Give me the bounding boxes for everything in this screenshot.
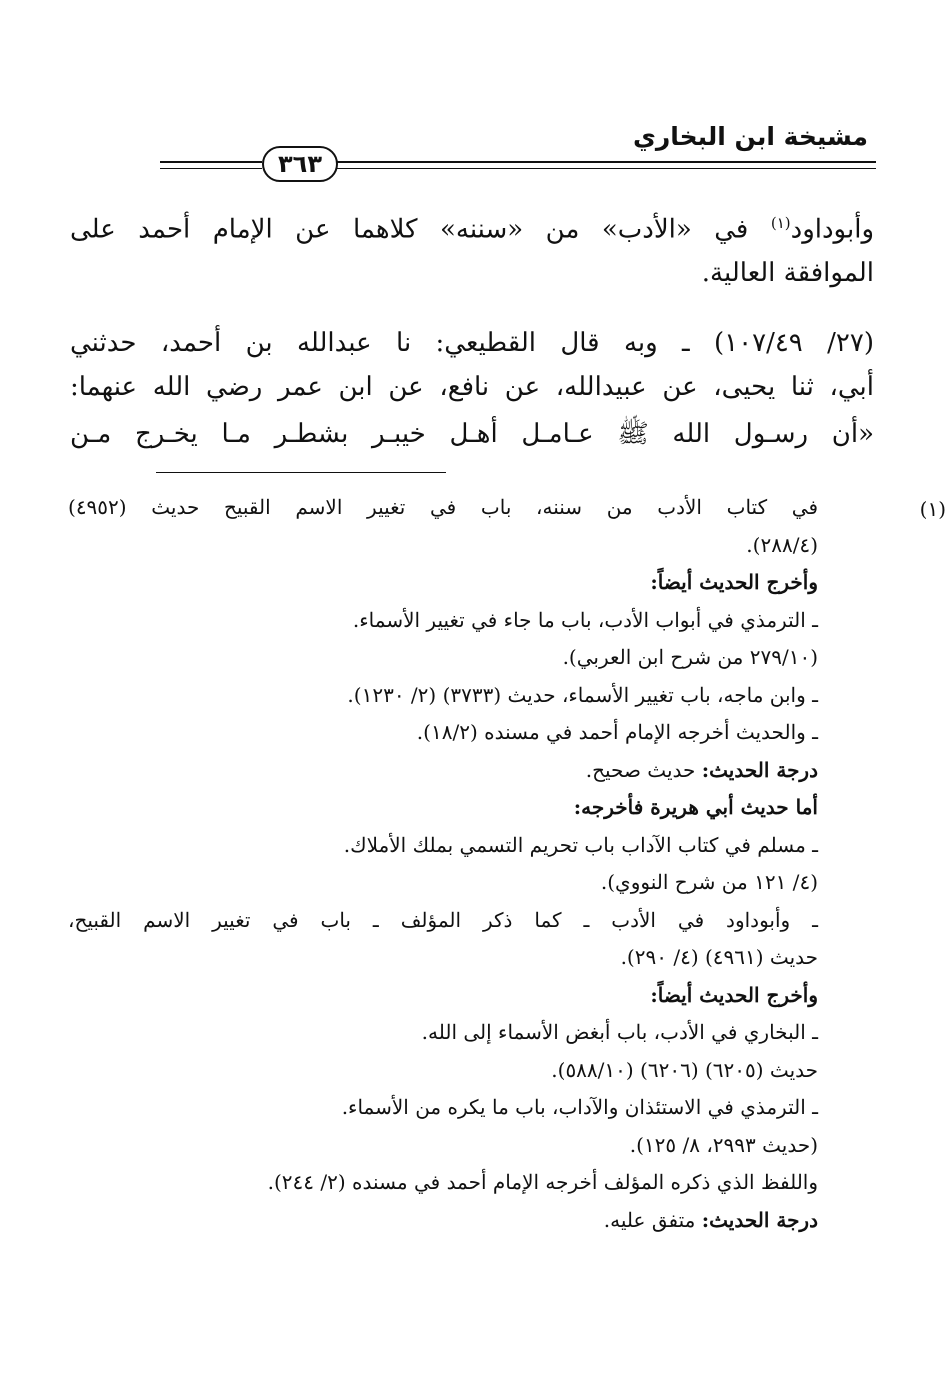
header-rule-left (160, 161, 262, 163)
footnote-line: حديث (٦٢٠٥) (٦٢٠٦) (٥٨٨/١٠). (551, 1058, 818, 1082)
grade-label: درجة الحديث: (701, 758, 818, 782)
footnote-line: (٤/ ١٢١ من شرح النووي). (600, 870, 818, 894)
first-word: وأبوداود (790, 214, 875, 245)
page-number-badge: ٣٦٣ (262, 146, 338, 182)
footnote-line: درجة الحديث: حديث صحيح. (585, 758, 818, 782)
footnote-line: (٢٨٨/٤). (746, 533, 818, 557)
footnote-separator (156, 472, 446, 473)
body-line-1-text: في «الأدب» من «سننه» كلاهما عن الإمام أحمد على (70, 214, 749, 245)
footnote-line: ـ وأبوداود في الأدب ـ كما ذكر المؤلف ـ باب في تغيير الاسم القبيح، (68, 908, 818, 932)
footnote-line: ـ مسلم في كتاب الآداب باب تحريم التسمي بملك الأملاك. (343, 833, 818, 857)
footnote-number: (١) (919, 497, 946, 521)
header-rule-right (336, 161, 876, 163)
footnote-line: درجة الحديث: متفق عليه. (603, 1208, 818, 1232)
footnote-line: وأخرج الحديث أيضاً: (650, 983, 818, 1007)
body-line-3: (٢٧/ ١٠٧/٤٩) ـ وبه قال القطيعي: نا عبدالله بن أحمد، حدثني (70, 328, 874, 358)
header-rule-right-inner (336, 168, 876, 169)
grade-label: درجة الحديث: (701, 1208, 818, 1232)
header-rule-left-inner (160, 168, 262, 169)
footnote-line: واللفظ الذي ذكره المؤلف أخرجه الإمام أحمد في مسنده (٢/ ٢٤٤). (267, 1170, 818, 1194)
body-line-5: «أن رسـول الله ﷺ عـامـل أهـل خيبـر بشطـر مـا يخـرج مـن (70, 419, 874, 449)
footnote-line: (٢٧٩/١٠ من شرح ابن العربي). (562, 645, 818, 669)
footnote-line: (حديث ٢٩٩٣، ٨/ ١٢٥). (629, 1133, 818, 1157)
body-line-1 (70, 214, 874, 245)
footnote-line: ـ وابن ماجه، باب تغيير الأسماء، حديث (٣٧٣٣) (٢/ ١٢٣٠). (347, 683, 818, 707)
body-line-4: أبي، ثنا يحيى، عن عبيدالله، عن نافع، عن ابن عمر رضي الله عنهما: (70, 372, 874, 402)
footnote-line: ـ والحديث أخرجه الإمام أحمد في مسنده (١٨/٢). (416, 720, 818, 744)
footnote-line: في كتاب الأدب من سننه، باب في تغيير الاسم القبيح حديث (٤٩٥٢) (68, 495, 818, 519)
footnote-line: ـ البخاري في الأدب، باب أبغض الأسماء إلى الله. (421, 1020, 818, 1044)
footnote-line: وأخرج الحديث أيضاً: (650, 570, 818, 594)
footnote-reference: (١) (770, 214, 791, 232)
running-title: مشيخة ابن البخاري (632, 122, 868, 151)
footnote-line: حديث (٤٩٦١) (٤/ ٢٩٠). (620, 945, 818, 969)
footnote-line: ـ الترمذي في أبواب الأدب، باب ما جاء في تغيير الأسماء. (352, 608, 818, 632)
body-line-2: الموافقة العالية. (701, 258, 874, 288)
footnote-line: أما حديث أبي هريرة فأخرجه: (573, 795, 818, 819)
footnote-line: ـ الترمذي في الاستئذان والآداب، باب ما يكره من الأسماء. (341, 1095, 818, 1119)
